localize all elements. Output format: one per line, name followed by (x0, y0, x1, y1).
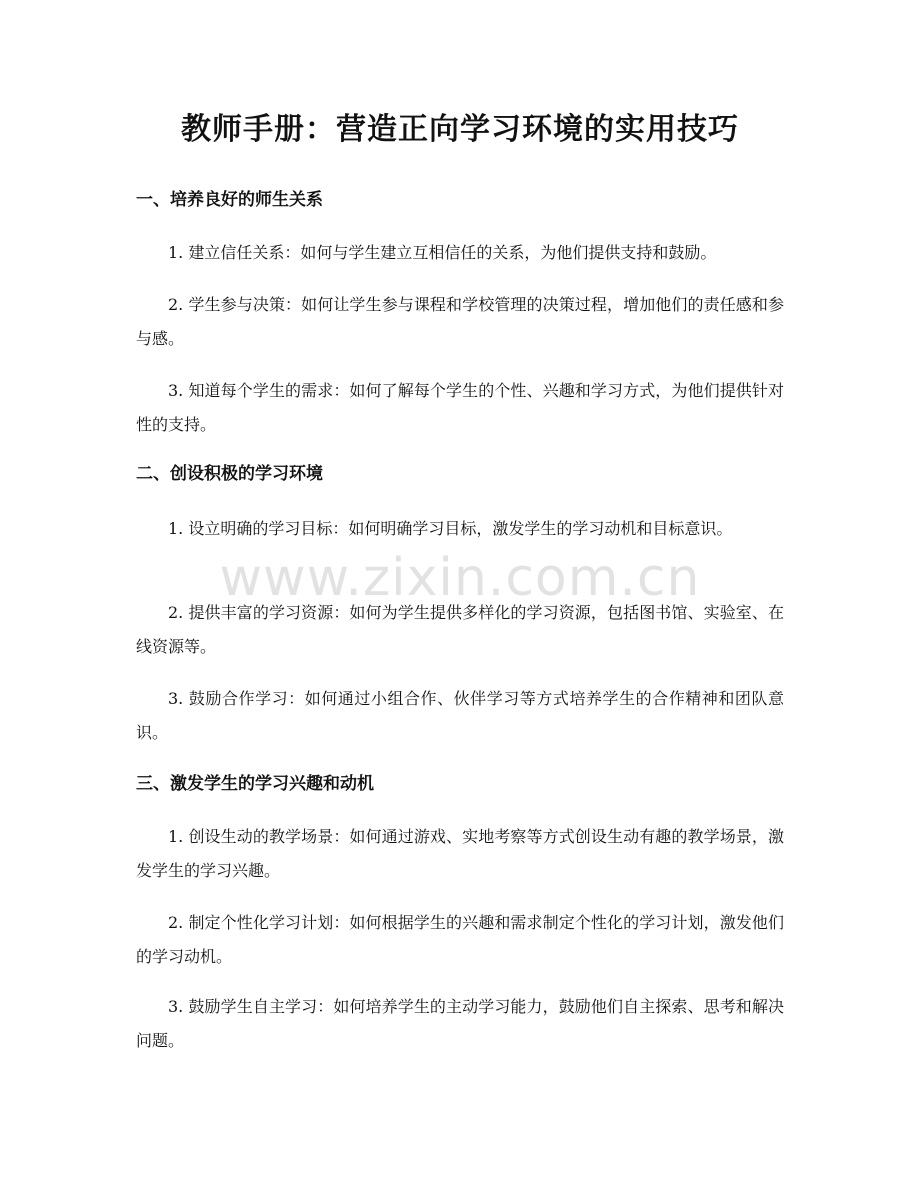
list-item: 2. 提供丰富的学习资源：如何为学生提供多样化的学习资源，包括图书馆、实验室、在线资源等。 (136, 603, 784, 656)
list-item: 2. 学生参与决策：如何让学生参与课程和学校管理的决策过程，增加他们的责任感和参与感。 (136, 295, 784, 348)
list-item: 2. 制定个性化学习计划：如何根据学生的兴趣和需求制定个性化的学习计划，激发他们的学习动机。 (136, 913, 784, 966)
list-item: 3. 知道每个学生的需求：如何了解每个学生的个性、兴趣和学习方式，为他们提供针对性的支持。 (136, 381, 784, 434)
list-item: 3. 鼓励学生自主学习：如何培养学生的主动学习能力，鼓励他们自主探索、思考和解决问题。 (136, 997, 784, 1050)
document-title: 教师手册：营造正向学习环境的实用技巧 (181, 112, 739, 147)
watermark: www.zixin.com.cn (219, 548, 701, 608)
section-heading-2: 二、创设积极的学习环境 (136, 464, 323, 484)
list-item: 3. 鼓励合作学习：如何通过小组合作、伙伴学习等方式培养学生的合作精神和团队意识。 (136, 689, 784, 742)
section-heading-1: 一、培养良好的师生关系 (136, 190, 323, 210)
list-item: 1. 设立明确的学习目标：如何明确学习目标，激发学生的学习动机和目标意识。 (168, 519, 733, 538)
list-item: 1. 建立信任关系：如何与学生建立互相信任的关系，为他们提供支持和鼓励。 (168, 243, 717, 262)
list-item: 1. 创设生动的教学场景：如何通过游戏、实地考察等方式创设生动有趣的教学场景，激发学生的学习兴趣。 (136, 827, 784, 880)
section-heading-3: 三、激发学生的学习兴趣和动机 (136, 774, 374, 794)
